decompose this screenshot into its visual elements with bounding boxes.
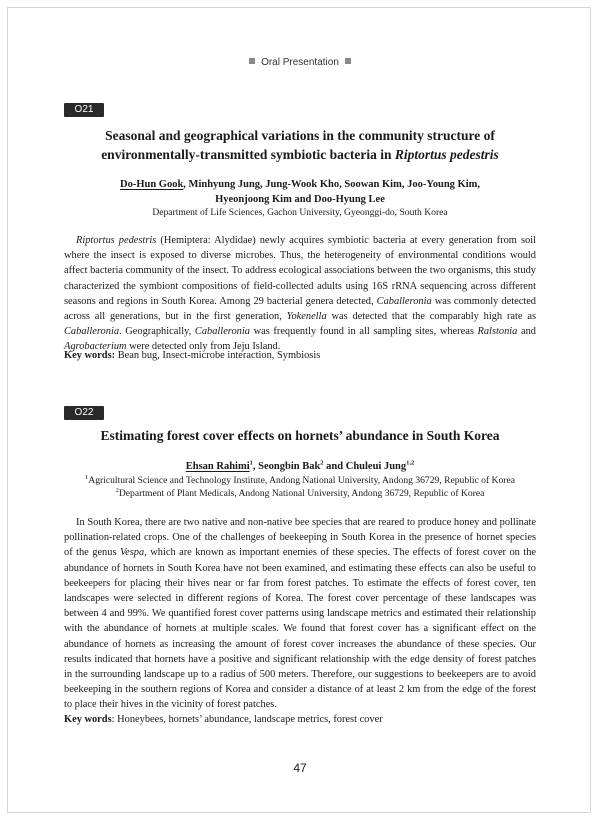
genus-name: Vespa <box>119 547 145 559</box>
keywords-text: Honeybees, hornets’ abundance, landscape metrics, forest cover <box>117 714 383 725</box>
keywords <box>64 348 536 363</box>
abstract-text: . Geographically, <box>119 326 195 338</box>
abstract-text: (Hemiptera: Alydidae) newly acquires symbiotic bacteria at every generation from soil where the insect is exposed to diverse microbes. Thus, the heterogeneity of environmental conditions would affect bacteria community of the insect. To address ecological associations between the two organisms, this study characterized the symbiont compositions of field-collected adults using 16S rRNA sequencing across different seasons and regions in South Korea. Among 29 bacterial genera detected, <box>64 235 536 307</box>
abstract-text: , which are known as important enemies of these species. The effects of forest cover on the abundance of hornets in South Korea have not been examined, and estimating these effects can also be useful to beekeepers for placing their hives near or far from forest patches. To estimate the effects of forest cover, ten landscapes were selected in different regions of Korea. The forest cover percentage of these landscapes was between 4 and 99%. We quantified forest cover patterns using landscape metrics and estimated their relationship with the abundance of hornets at multiple scales. We found that forest cover has a significant effect on the abundance of hornets as increasing the amount of forest cover increases the abundance of these species. Our results indicated that hornets have a positive and significant relationship with the edge density of forest patches in the surrounding landscape up to a radius of 500 meters. Therefore, our suggestions to beekeepers are to avoid beekeeping in the southern regions of Korea and consider a distance of at least 2 km from the edge of the forest to place their hives in the vicinity of forest patches. <box>64 547 537 711</box>
keywords-label: Key words <box>64 714 112 725</box>
abstract-text: was detected that the comparably high rate as <box>326 311 536 323</box>
abstract-text: In South Korea, there are two native and non-native bee species that are reared to produce honey and pollinate pollination-related crops. One of the challenges of beekeeping in South Korea in the presence of hornet species of the genus <box>64 517 536 559</box>
genus-name: Agrobacterium <box>64 341 127 353</box>
abstract-text: were detected only from Jeju Island. <box>126 341 281 353</box>
author-list <box>64 459 536 474</box>
page-number: 47 <box>293 761 307 775</box>
square-bullet-icon <box>345 58 351 64</box>
abstract-text: was frequently found in all sampling sites, whereas <box>249 326 478 338</box>
genus-name: Caballeronia <box>376 295 432 307</box>
author-sep: , <box>252 461 259 472</box>
title-line: Seasonal and geographical variations in the community structure of <box>105 128 495 143</box>
coauthors: Hyeonjoong Kim and Doo-Hyung Lee <box>215 194 385 205</box>
abstract <box>64 515 536 713</box>
author-sup: 2 <box>320 459 324 467</box>
paper-title <box>64 126 536 164</box>
abstract-text: was commonly detected across all generations, but in the first generation, <box>64 295 536 323</box>
section-header <box>0 57 600 68</box>
title-species: Riptortus pedestris <box>394 147 499 162</box>
affiliation <box>64 487 536 500</box>
keywords-colon: : <box>111 714 115 725</box>
genus-name: Ralstonia <box>477 326 518 338</box>
affiliation <box>64 474 536 487</box>
coauthors: , Minhyung Jung, Jung-Wook Kho, Soowan Kim, Joo-Young Kim, <box>183 179 480 190</box>
paper-title: Estimating forest cover effects on hornets’ abundance in South Korea <box>100 428 500 443</box>
genus-name: Yokenella <box>286 311 327 323</box>
author-sep: and <box>323 461 346 472</box>
affiliation: Department of Life Sciences, Gachon University, Gyeonggi-do, South Korea <box>152 207 448 218</box>
coauthor-name: Chuleui Jung <box>345 461 407 472</box>
affil-sup: 2 <box>115 486 119 494</box>
species-name: Riptortus pedestris <box>76 235 157 246</box>
presenter-name: Do-Hun Gook <box>119 179 184 190</box>
coauthor-name: Seongbin Bak <box>258 461 321 472</box>
genus-name: Caballeronia <box>64 326 120 338</box>
abstract <box>64 233 536 355</box>
affiliation-text: Department of Plant Medicals, Andong National University, Andong 36729, Republic of Korea <box>118 488 485 499</box>
keywords-text: Bean bug, Insect-microbe interaction, Symbiosis <box>117 350 321 361</box>
keywords-label: Key words: <box>64 350 116 361</box>
genus-name: Caballeronia <box>194 326 250 338</box>
abstract-text: and <box>517 326 537 338</box>
affil-sup: 1 <box>85 473 89 481</box>
keywords <box>64 712 536 727</box>
square-bullet-icon <box>249 58 255 64</box>
author-sup: 1,2 <box>406 459 415 467</box>
author-sup: 1 <box>249 459 253 467</box>
paper-id-badge: O22 <box>64 406 104 420</box>
title-line: environmentally-transmitted symbiotic bacteria in <box>101 147 395 162</box>
affiliation-text: Agricultural Science and Technology Institute, Andong National University, Andong 36729, Republic of Korea <box>88 475 515 486</box>
author-list <box>64 177 536 207</box>
presenter-name: Ehsan Rahimi <box>185 461 250 472</box>
paper-id-badge: O21 <box>64 103 104 117</box>
section-header-label: Oral Presentation <box>261 57 339 68</box>
